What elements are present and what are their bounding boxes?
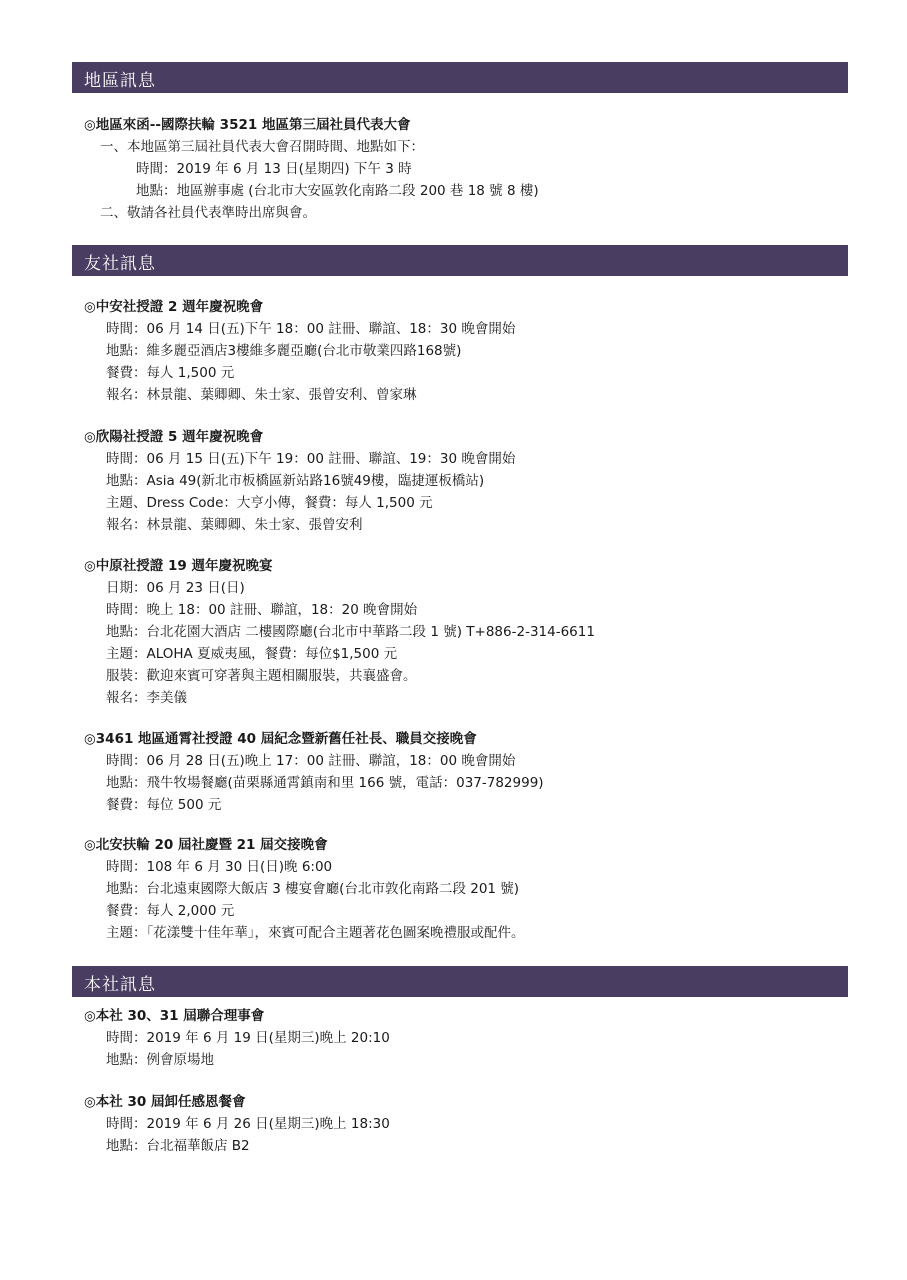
event-line: 地點：例會原場地 [106, 1052, 214, 1068]
event-line: 地點：飛牛牧場餐廳(苗栗縣通霄鎮南和里 166 號，電話：037-782999) [106, 775, 544, 791]
event-line: 時間：06 月 28 日(五)晚上 17：00 註冊、聯誼，18：00 晚會開始 [106, 753, 516, 769]
event-heading: ◎北安扶輪 20 屆社慶暨 21 屆交接晚會 [84, 837, 328, 853]
event-line: 地點：維多麗亞酒店3樓維多麗亞廳(台北市敬業四路168號) [106, 343, 462, 359]
event-line: 報名：林景龍、葉卿卿、朱士家、張曾安利、曾家琳 [106, 387, 417, 403]
notice-heading: ◎地區來函--國際扶輪 3521 地區第三屆社員代表大會 [84, 117, 411, 133]
event-line: 日期：06 月 23 日(日) [106, 580, 245, 596]
event-line: 時間：06 月 15 日(五)下午 19：00 註冊、聯誼、19：30 晚會開始 [106, 451, 516, 467]
event-heading: ◎中原社授證 19 週年慶祝晚宴 [84, 558, 273, 574]
event-line: 主題、Dress Code：大亨小傳，餐費：每人 1,500 元 [106, 495, 433, 511]
event-block [84, 1091, 854, 1157]
event-block [84, 555, 854, 709]
event-line: 主題：ALOHA 夏威夷風，餐費：每位$1,500 元 [106, 646, 398, 662]
event-line: 服裝：歡迎來賓可穿著與主題相關服裝，共襄盛會。 [106, 668, 417, 684]
event-heading: ◎欣陽社授證 5 週年慶祝晚會 [84, 429, 264, 445]
event-block [84, 728, 854, 816]
event-line: 時間：2019 年 6 月 26 日(星期三)晚上 18:30 [106, 1116, 390, 1132]
event-heading: ◎本社 30 屆卸任感恩餐會 [84, 1094, 246, 1110]
section-header-our-club [72, 966, 848, 997]
event-block [84, 296, 854, 406]
section-header-friend-clubs [72, 245, 848, 276]
district-notice [84, 114, 854, 224]
event-block [84, 834, 854, 944]
event-line: 地點：Asia 49(新北市板橋區新站路16號49樓，臨捷運板橋站) [106, 473, 485, 489]
notice-line: 一、本地區第三屆社員代表大會召開時間、地點如下： [100, 139, 424, 155]
event-line: 報名：林景龍、葉卿卿、朱士家、張曾安利 [106, 517, 363, 533]
event-line: 時間：108 年 6 月 30 日(日)晚 6:00 [106, 859, 333, 875]
event-block [84, 426, 854, 536]
event-line: 時間：06 月 14 日(五)下午 18：00 註冊、聯誼、18：30 晚會開始 [106, 321, 516, 337]
event-line: 餐費：每人 1,500 元 [106, 365, 235, 381]
notice-line: 二、敬請各社員代表準時出席與會。 [100, 205, 316, 221]
notice-time: 時間：2019 年 6 月 13 日(星期四) 下午 3 時 [136, 161, 412, 177]
event-line: 主題：「花漾雙十佳年華」，來賓可配合主題著花色圖案晚禮服或配件。 [106, 925, 525, 941]
event-line: 餐費：每位 500 元 [106, 797, 222, 813]
event-heading: ◎中安社授證 2 週年慶祝晚會 [84, 299, 264, 315]
section-header-district [72, 62, 848, 93]
event-line: 地點：台北花園大酒店 二樓國際廳(台北市中華路二段 1 號) T+886-2-314-6611 [106, 624, 595, 640]
section-title: 地區訊息 [84, 71, 156, 91]
event-line: 餐費：每人 2,000 元 [106, 903, 235, 919]
event-heading: ◎本社 30、31 屆聯合理事會 [84, 1008, 265, 1024]
event-block [84, 1005, 854, 1071]
event-line: 地點：台北遠東國際大飯店 3 樓宴會廳(台北市敦化南路二段 201 號) [106, 881, 520, 897]
event-line: 地點：台北福華飯店 B2 [106, 1138, 250, 1154]
section-title: 本社訊息 [84, 975, 156, 995]
notice-place: 地點：地區辦事處 (台北市大安區敦化南路二段 200 巷 18 號 8 樓) [136, 183, 539, 199]
event-line: 時間：2019 年 6 月 19 日(星期三)晚上 20:10 [106, 1030, 390, 1046]
event-line: 時間：晚上 18：00 註冊、聯誼，18：20 晚會開始 [106, 602, 418, 618]
section-title: 友社訊息 [84, 254, 156, 274]
event-line: 報名：李美儀 [106, 690, 187, 706]
event-heading: ◎3461 地區通霄社授證 40 屆紀念暨新舊任社長、職員交接晚會 [84, 731, 477, 747]
